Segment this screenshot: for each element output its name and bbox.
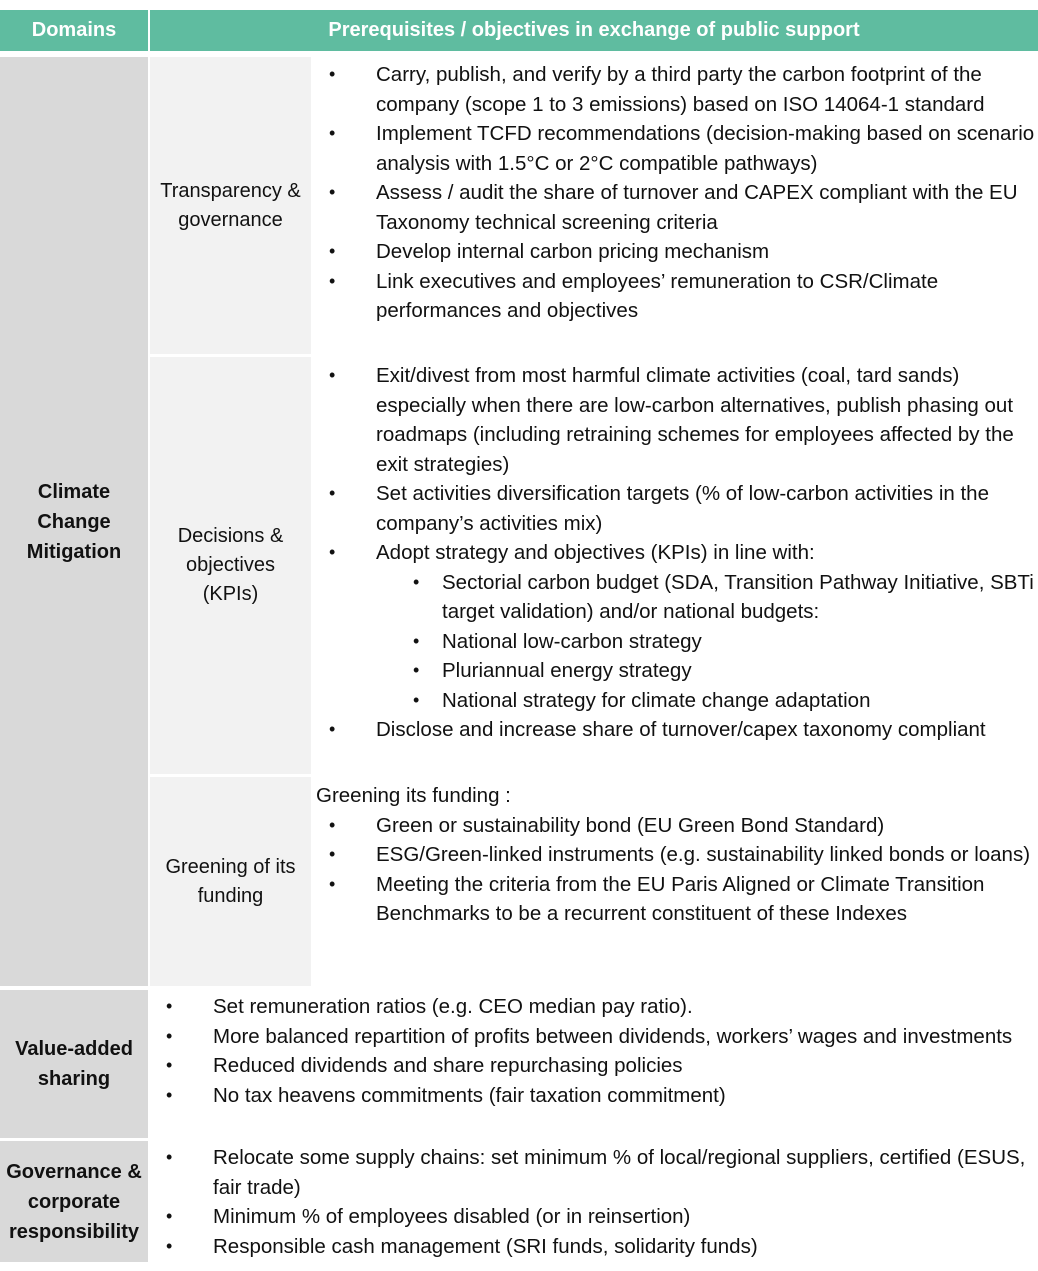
bullet-icon: • [329,483,336,503]
bullet-icon: • [166,1206,173,1226]
list-item: • Minimum % of employees disabled (or in reinsertion) [153,1202,1033,1232]
sub-list-item: • National strategy for climate change adaptation [316,686,1036,716]
bullet-icon: • [329,365,336,385]
greening-items [316,781,1036,929]
bullet-icon: • [166,1084,173,1105]
subcategory-greening-funding [150,777,311,986]
list-item: • More balanced repartition of profits between dividends, workers’ wages and investments [153,1022,1033,1052]
header-prerequisites: Prerequisites / objectives in exchange of public support [150,10,1038,51]
subcategory-label: Greening of its funding [165,855,296,907]
list-item: • Develop internal carbon pricing mechanism [316,237,1036,267]
bullet-icon: • [329,719,336,739]
bullet-icon: • [329,542,336,562]
domain-governance-corporate-responsibility [0,1141,148,1262]
bullet-icon: • [329,873,336,894]
bullet-icon: • [413,630,420,651]
bullet-icon: • [413,571,420,592]
decisions-items [316,361,1036,745]
greening-intro: Greening its funding : [316,784,511,807]
transparency-items [316,60,1036,326]
bullet-icon: • [329,814,336,835]
list-item: • Assess / audit the share of turnover and CAPEX compliant with the EU Taxonomy technical screening criteria [316,178,1036,237]
bullet-icon: • [329,844,336,864]
list-item: • Set activities diversification targets (% of low-carbon activities in the company’s activities mix) [316,479,1036,538]
subcategory-transparency-governance [150,57,311,354]
bullet-icon: • [166,1055,173,1075]
list-item: • Adopt strategy and objectives (KPIs) in line with: [316,538,1036,568]
list-item: • Link executives and employees’ remuneration to CSR/Climate performances and objectives [316,267,1036,326]
list-item: • Set remuneration ratios (e.g. CEO median pay ratio). [153,992,1033,1022]
domain-label: Value-added sharing [15,1038,133,1090]
domain-label: Governance & corporate responsibility [6,1160,142,1243]
subcategory-label: Transparency & governance [160,179,301,231]
list-item: • Green or sustainability bond (EU Green Bond Standard) [316,811,1036,841]
list-item: • Relocate some supply chains: set minimum % of local/regional suppliers, certified (ESUS, fair trade) [153,1143,1033,1202]
bullet-icon: • [413,660,420,680]
subcategory-label: Decisions & objectives (KPIs) [177,525,284,605]
list-item: • Responsible cash management (SRI funds, solidarity funds) [153,1232,1033,1262]
sub-list-item: • Pluriannual energy strategy [316,656,1036,686]
bullet-icon: • [329,123,336,143]
bullet-icon: • [329,241,336,261]
domain-label: Climate Change Mitigation [26,480,122,563]
domain-value-added-sharing [0,990,148,1138]
bullet-icon: • [166,1147,173,1167]
list-item: • Implement TCFD recommendations (decision-making based on scenario analysis with 1.5°C or 2°C compatible pathways) [316,119,1036,178]
list-item: • Carry, publish, and verify by a third party the carbon footprint of the company (scope 1 to 3 emissions) based on ISO 14064-1 standard [316,60,1036,119]
list-item: • Reduced dividends and share repurchasing policies [153,1051,1033,1081]
sub-list-item: • National low-carbon strategy [316,627,1036,657]
sub-list-item: • Sectorial carbon budget (SDA, Transition Pathway Initiative, SBTi target validation) and/or national budgets: [316,568,1036,627]
list-item: • Disclose and increase share of turnover/capex taxonomy compliant [316,715,1036,745]
bullet-icon: • [329,182,336,202]
domain-climate-change-mitigation [0,57,148,986]
list-item: • Meeting the criteria from the EU Paris Aligned or Climate Transition Benchmarks to be a recurrent constituent of these Indexes [316,870,1036,929]
list-item: • ESG/Green-linked instruments (e.g. sustainability linked bonds or loans) [316,840,1036,870]
governance-items [153,1143,1033,1261]
list-item: • No tax heavens commitments (fair taxation commitment) [153,1081,1033,1111]
bullet-icon: • [166,1235,173,1256]
list-item: • Exit/divest from most harmful climate activities (coal, tard sands) especially when there are low-carbon alternatives, publish phasing out roadmaps (including retraining schemes for employees affected by the exit strategies) [316,361,1036,479]
header-domains: Domains [0,10,148,51]
bullet-icon: • [329,64,336,84]
value-added-items [153,992,1033,1110]
subcategory-decisions-objectives [150,357,311,774]
bullet-icon: • [329,270,336,291]
bullet-icon: • [166,996,173,1016]
bullet-icon: • [413,689,420,710]
bullet-icon: • [166,1025,173,1046]
